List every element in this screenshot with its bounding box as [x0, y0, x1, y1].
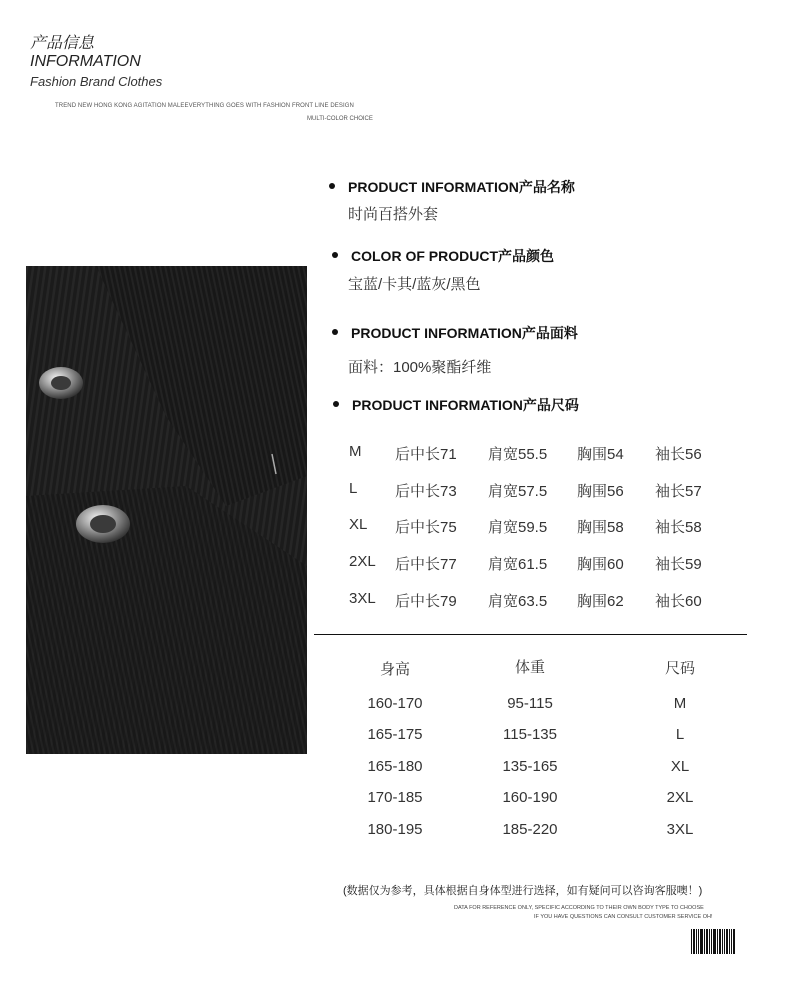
rec-weight: 185-220 [502, 821, 558, 838]
rec-height: 170-185 [367, 789, 423, 806]
product-size-title: PRODUCT INFORMATION产品尺码 [352, 397, 579, 413]
rec-height: 165-175 [367, 726, 423, 743]
size-label: XL [349, 516, 368, 533]
size-chest: 胸围62 [577, 593, 624, 610]
rec-header-height: 身高 [379, 661, 410, 678]
rec-weight: 115-135 [503, 726, 557, 743]
rec-size: 2XL [666, 789, 694, 806]
rec-weight: 95-115 [507, 695, 553, 712]
reference-note-cn: (数据仅为参考，具体根据自身体型进行选择，如有疑问可以咨询客服噢！) [343, 885, 703, 897]
size-length: 后中长79 [395, 593, 457, 610]
size-row [349, 590, 729, 610]
reference-note-en-2: IF YOU HAVE QUESTIONS CAN CONSULT CUSTOMER SERVICE OH! [534, 914, 713, 920]
reference-note-en: DATA FOR REFERENCE ONLY, SPECIFIC ACCORDING TO THEIR OWN BODY TYPE TO CHOOSE [454, 905, 704, 911]
size-row [349, 553, 729, 573]
product-color-value: 宝蓝/卡其/蓝灰/黑色 [348, 276, 481, 293]
size-chest: 胸围54 [577, 446, 624, 463]
size-row [349, 480, 729, 500]
size-length: 后中长77 [395, 556, 457, 573]
size-length: 后中长75 [395, 519, 457, 536]
bullet-icon [332, 329, 338, 335]
header-title-cn: 产品信息 [30, 35, 95, 52]
barcode-icon [691, 929, 735, 954]
rec-size: XL [670, 758, 690, 775]
divider [314, 634, 747, 635]
fabric-closeup-image [26, 266, 307, 754]
header-tagline-2: MULTI-COLOR CHOICE [307, 116, 373, 122]
size-length: 后中长71 [395, 446, 457, 463]
size-shoulder: 肩宽63.5 [488, 593, 548, 610]
size-sleeve: 袖长60 [655, 593, 702, 610]
header-subtitle: Fashion Brand Clothes [30, 74, 163, 89]
product-name-title: PRODUCT INFORMATION产品名称 [348, 179, 575, 195]
size-sleeve: 袖长57 [655, 483, 702, 500]
size-chest: 胸围58 [577, 519, 624, 536]
size-length: 后中长73 [395, 483, 457, 500]
size-row [349, 443, 729, 463]
size-shoulder: 肩宽59.5 [488, 519, 548, 536]
size-chest: 胸围56 [577, 483, 624, 500]
size-sleeve: 袖长56 [655, 446, 702, 463]
rec-height: 160-170 [367, 695, 423, 712]
rec-header-size: 尺码 [664, 660, 695, 677]
bullet-icon [329, 183, 335, 189]
size-shoulder: 肩宽55.5 [488, 446, 548, 463]
size-shoulder: 肩宽57.5 [488, 483, 548, 500]
size-chest: 胸围60 [577, 556, 624, 573]
size-label: M [349, 443, 362, 460]
rec-height: 180-195 [367, 821, 423, 838]
header-tagline: TREND NEW HONG KONG AGITATION MALEEVERYTHING GOES WITH FASHION FRONT LINE DESIGN [55, 103, 354, 109]
size-row [349, 516, 729, 536]
rec-weight: 160-190 [502, 789, 558, 806]
bullet-icon [333, 401, 339, 407]
bullet-icon [332, 252, 338, 258]
rec-height: 165-180 [367, 758, 423, 775]
product-photo [26, 266, 307, 754]
rec-size: M [673, 695, 687, 712]
size-label: L [349, 480, 358, 497]
size-sleeve: 袖长58 [655, 519, 702, 536]
product-name-value: 时尚百搭外套 [348, 206, 439, 223]
size-label: 2XL [349, 553, 376, 570]
size-shoulder: 肩宽61.5 [488, 556, 548, 573]
header-title-en: INFORMATION [30, 53, 141, 70]
product-fabric-value: 面料：100%聚酯纤维 [348, 359, 492, 376]
product-color-title: COLOR OF PRODUCT产品颜色 [351, 248, 554, 264]
rec-weight: 135-165 [502, 758, 558, 775]
rec-header-weight: 体重 [514, 659, 545, 676]
size-label: 3XL [349, 590, 376, 607]
rec-size: 3XL [666, 821, 694, 838]
rec-size: L [675, 726, 685, 743]
size-sleeve: 袖长59 [655, 556, 702, 573]
product-fabric-title: PRODUCT INFORMATION产品面料 [351, 325, 578, 341]
